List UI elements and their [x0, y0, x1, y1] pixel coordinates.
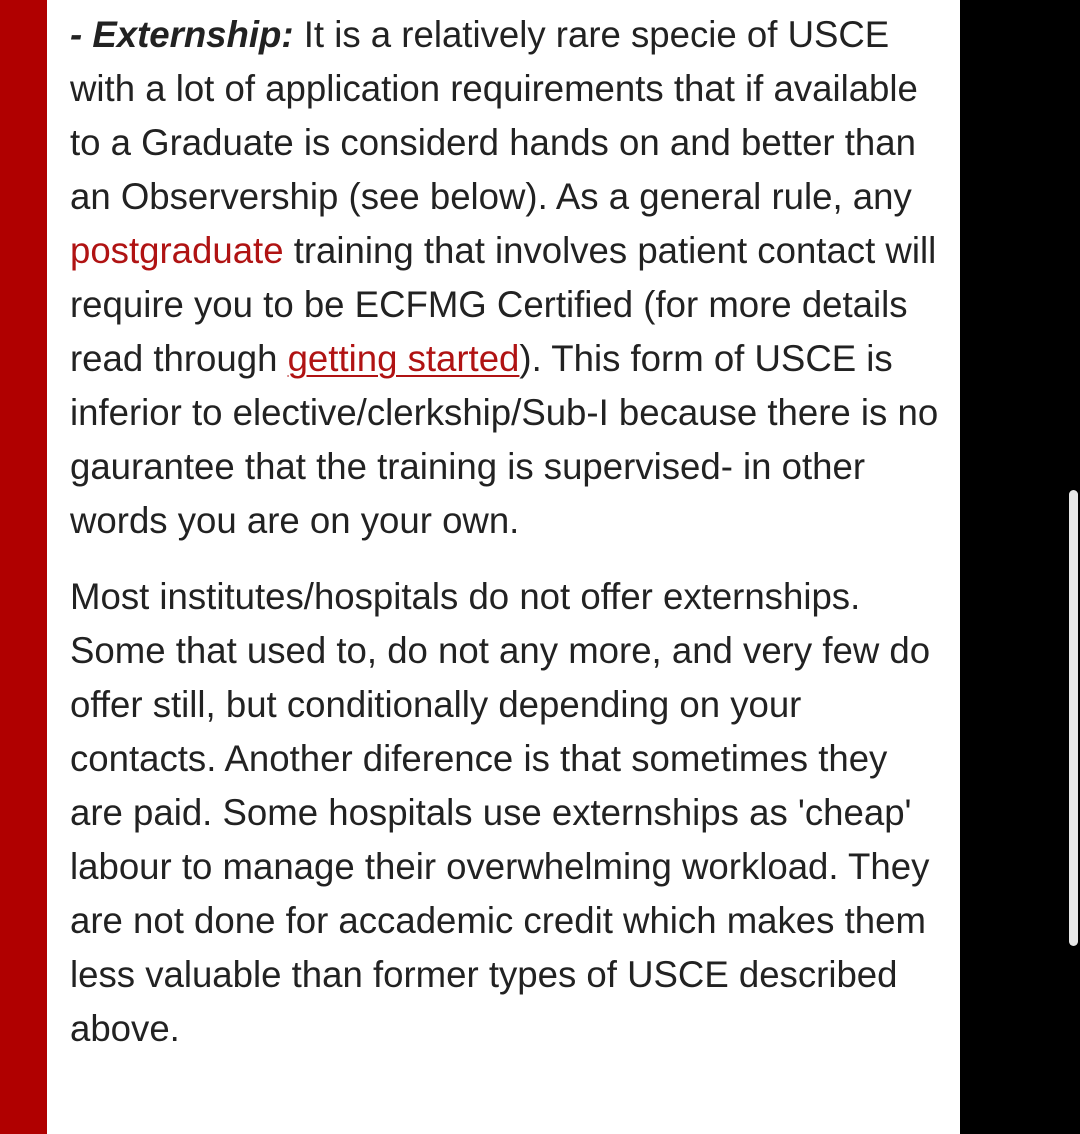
scrollbar-thumb[interactable] [1069, 490, 1078, 946]
article-content[interactable] [47, 0, 960, 1134]
left-accent-bar [0, 0, 47, 1134]
right-margin [960, 0, 1080, 1134]
paragraph-text: training that involves patient contact will require you to be ECFMG Certified (for more details read through [70, 230, 937, 379]
postgraduate-link[interactable]: postgraduate [70, 230, 284, 271]
paragraph-text: It is a relatively rare specie of USCE with a lot of application requirements that if available to a Graduate is considerd hands on and better than an Observership (see below). As a general rule, any [70, 14, 918, 217]
externship-details-paragraph: Most institutes/hospitals do not offer externships. Some that used to, do not any more, and very few do offer still, but conditionally depending on your contacts. Another diference is that sometimes they are paid. Some hospitals use externships as 'cheap' labour to manage their overwhelming workload. They are not done for accademic credit which makes them less valuable than former types of USCE described above. [70, 576, 931, 1049]
externship-heading: - Externship: [70, 14, 294, 55]
externship-paragraph [70, 8, 950, 548]
paragraph-text: ). This form of USCE is inferior to elective/clerkship/Sub-I because there is no gaurantee that the training is supervised- in other words you are on your own. [70, 338, 939, 541]
article-text [70, 8, 950, 1056]
getting-started-link[interactable]: getting started [287, 338, 520, 379]
